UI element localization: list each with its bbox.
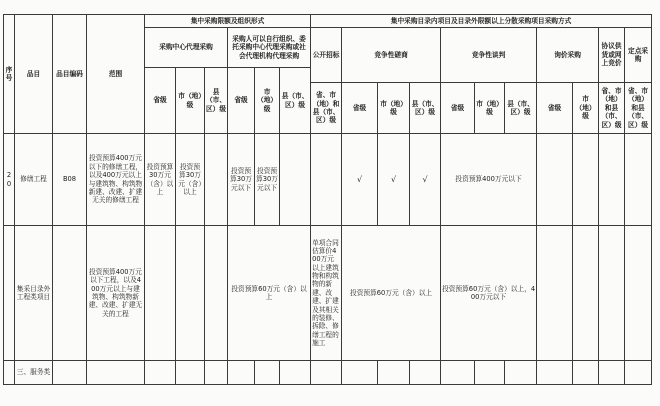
header-designated: 定点采购 xyxy=(625,28,652,83)
header-consult-province: 省级 xyxy=(342,83,378,134)
row-inquiry-province xyxy=(537,134,573,226)
header-entrusted-city: 市（地）级 xyxy=(255,68,280,134)
header-agency-province: 省级 xyxy=(145,68,176,134)
header-agreement-level: 省、市（地）和县（市、区）级 xyxy=(599,83,625,134)
procurement-limits-table xyxy=(3,14,652,385)
row-entrusted-county xyxy=(280,134,311,226)
header-item-name: 品目 xyxy=(15,15,53,134)
header-negotiation-county: 县（市、区）级 xyxy=(505,83,537,134)
row-item-name: 修缮工程 xyxy=(15,134,53,226)
row-seq-no xyxy=(4,226,15,361)
header-open-tender-level: 省、市（地）和县（市、区）级 xyxy=(311,83,342,134)
row-open-tender: 单项合同估算价400万元以上建筑物和构筑物的新建、改建、扩建及其相关的装修、拆除、修缮工程的施工 xyxy=(311,226,342,361)
row-agreement xyxy=(599,226,625,361)
header-negotiation-city: 市（地）级 xyxy=(475,83,505,134)
row-entrusted-province: 投资预算30万元以下 xyxy=(228,134,255,226)
header-consult-city: 市（地）级 xyxy=(378,83,410,134)
row-scope: 投资预算400万元以下工程，以及400万元以上与建筑物、构筑物新建、改建、扩建无关的工程 xyxy=(87,226,145,361)
table-row xyxy=(4,134,652,226)
header-competitive-negotiation: 竞争性谈判 xyxy=(441,28,537,83)
header-negotiation-province: 省级 xyxy=(441,83,475,134)
table-row xyxy=(4,226,652,361)
row-negotiation: 投资预算400万元以下 xyxy=(441,134,537,226)
row-agency-county xyxy=(205,134,228,226)
header-entrusted-province: 省级 xyxy=(228,68,255,134)
header-entrusted-county: 县（市、区）级 xyxy=(280,68,311,134)
header-inquiry-province: 省级 xyxy=(537,83,573,134)
table-row xyxy=(4,361,652,385)
header-catalog-group: 集中采购目录内项目及目录外限额以上分散采购项目采购方式 xyxy=(311,15,652,28)
header-scope: 范围 xyxy=(87,15,145,134)
header-agreement-online: 协议供货或网上竞价 xyxy=(599,28,625,83)
check-mark: √ xyxy=(342,134,378,226)
header-agency-city: 市（地）级 xyxy=(176,68,205,134)
header-competitive-consultation: 竞争性磋商 xyxy=(342,28,441,83)
row-entrusted-city: 投资预算30万元以下 xyxy=(255,134,280,226)
row-open-tender xyxy=(311,134,342,226)
row-item-code xyxy=(53,226,87,361)
header-inquiry: 询价采购 xyxy=(537,28,599,83)
row-inquiry-province xyxy=(537,226,573,361)
row-item-name: 三、服务类 xyxy=(15,361,53,385)
row-agency-city: 投资预算30万元（含）以上 xyxy=(176,134,205,226)
header-agency-county: 县（市、区）级 xyxy=(205,68,228,134)
header-centralized-group: 集中采购限额及组织形式 xyxy=(145,15,311,28)
row-item-name: 集采目录外工程类项目 xyxy=(15,226,53,361)
row-entrusted: 投资预算60万元（含）以上 xyxy=(228,226,311,361)
row-agreement xyxy=(599,134,625,226)
row-agency-province: 投资预算30万元（含）以上 xyxy=(145,134,176,226)
row-consultation: 投资预算60万元（含）以上 xyxy=(342,226,441,361)
header-agency: 采购中心代理采购 xyxy=(145,28,228,68)
header-designated-level: 省、市（地）和县（市、区）级 xyxy=(625,83,652,134)
check-mark: √ xyxy=(410,134,441,226)
header-open-tender: 公开招标 xyxy=(311,28,342,83)
header-seq-no: 序号 xyxy=(4,15,15,134)
row-seq-no: 20 xyxy=(4,134,15,226)
header-inquiry-city-county: 市（地）级 xyxy=(573,83,599,134)
row-seq-no xyxy=(4,361,15,385)
row-inquiry-city-county xyxy=(573,134,599,226)
header-consult-county: 县（市、区）级 xyxy=(410,83,441,134)
row-scope: 投资预算400万元以下的修缮工程，以及400万元以上与建筑物、构筑物新建、改建、扩建无关的修缮工程 xyxy=(87,134,145,226)
row-designated xyxy=(625,134,652,226)
header-item-code: 品目编码 xyxy=(53,15,87,134)
row-designated xyxy=(625,226,652,361)
row-agency-city xyxy=(176,226,205,361)
row-inquiry-city-county xyxy=(573,226,599,361)
row-item-code: B08 xyxy=(53,134,87,226)
row-agency-province xyxy=(145,226,176,361)
header-row-1 xyxy=(4,15,652,28)
check-mark: √ xyxy=(378,134,410,226)
header-entrusted: 采购人可以自行组织、委托采购中心代理采购或社会代理机构代理采购 xyxy=(228,28,311,68)
row-negotiation: 投资预算60万元（含）以上，400万元以下 xyxy=(441,226,537,361)
row-agency-county xyxy=(205,226,228,361)
